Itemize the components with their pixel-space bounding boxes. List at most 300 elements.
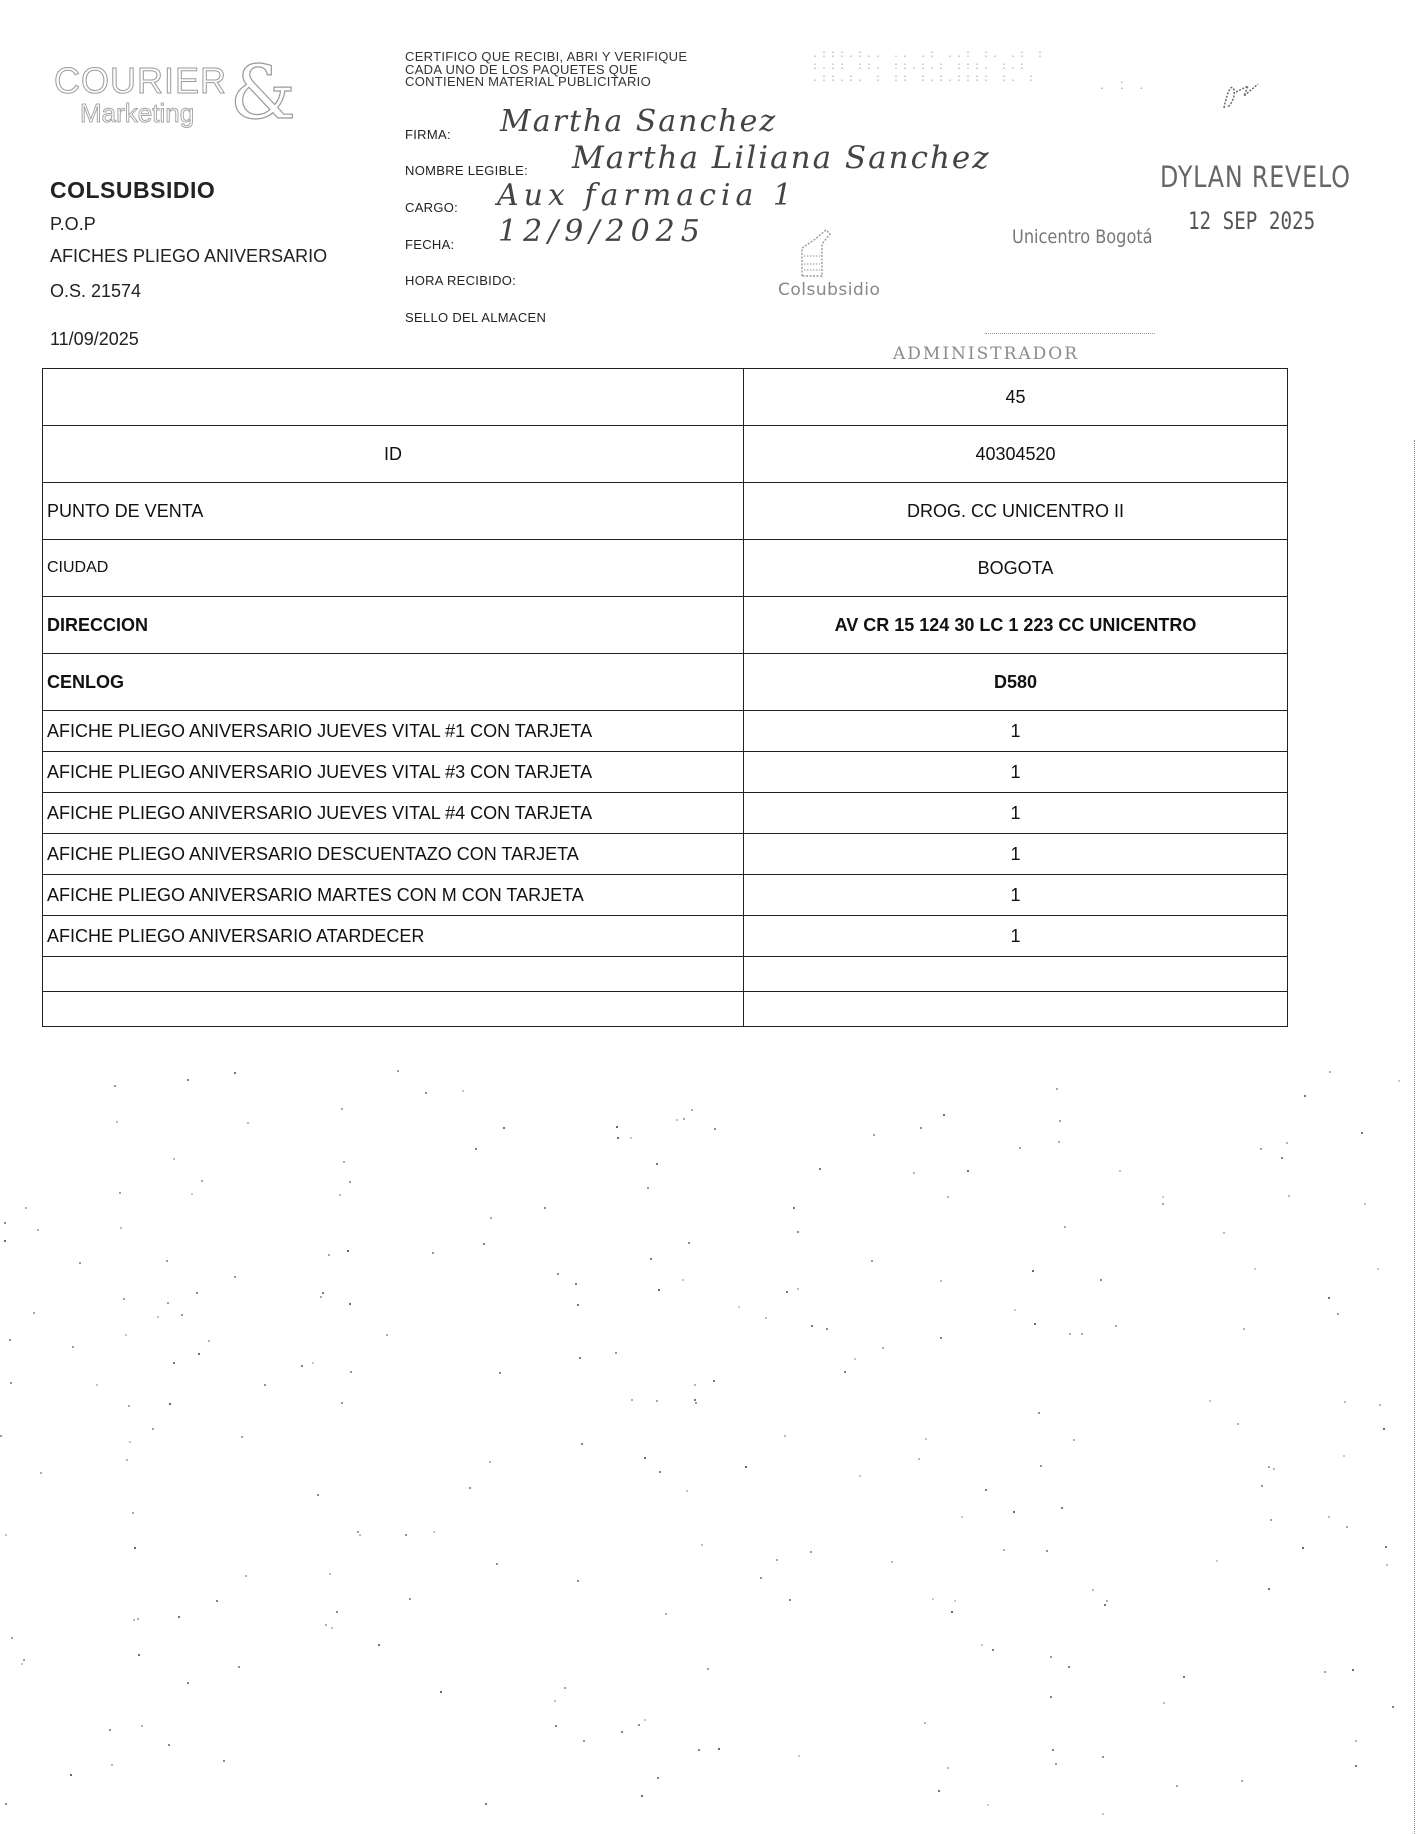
scan-speck [173, 1362, 175, 1364]
scan-speck [1162, 1196, 1164, 1198]
scan-speck [1355, 1740, 1357, 1742]
row-label: CIUDAD [43, 540, 744, 597]
scan-speck [1046, 1550, 1048, 1552]
scan-speck [469, 1487, 471, 1489]
scan-speck [405, 1534, 407, 1536]
scan-speck [1052, 1749, 1054, 1751]
scan-speck [123, 1298, 125, 1300]
scan-speck [638, 1724, 640, 1726]
scan-speck [738, 1306, 740, 1308]
scan-speck [981, 1644, 983, 1646]
description: AFICHES PLIEGO ANIVERSARIO [50, 246, 328, 266]
colsubsidio-stamp [778, 226, 898, 306]
scan-speck [718, 1748, 720, 1750]
scan-speck [544, 1207, 546, 1209]
scan-speck [1106, 1600, 1108, 1602]
scan-speck [1241, 1780, 1243, 1782]
scan-speck [694, 1384, 696, 1386]
scan-speck [359, 1534, 361, 1536]
scan-speck [1346, 1526, 1348, 1528]
scan-speck [9, 1339, 11, 1341]
scan-speck [691, 1109, 693, 1111]
scan-speck [947, 1196, 949, 1198]
scan-speck [187, 1079, 189, 1081]
scan-speck [264, 1384, 266, 1386]
scan-speck [713, 1380, 715, 1382]
table-row [43, 540, 1288, 597]
scan-speck [120, 1227, 122, 1229]
item-quantity: 1 [744, 916, 1288, 957]
colsubsidio-emblem-icon [796, 226, 836, 278]
statement-line: CERTIFICO QUE RECIBI, ABRI Y VERIFIQUE [405, 49, 688, 64]
scan-speck [1288, 1195, 1290, 1197]
item-name: AFICHE PLIEGO ANIVERSARIO ATARDECER [43, 916, 744, 957]
scan-speck [784, 1435, 786, 1437]
scan-speck [579, 1357, 581, 1359]
scan-speck [328, 1254, 330, 1256]
scan-speck [659, 1471, 661, 1473]
scan-speck [485, 1803, 487, 1805]
scan-speck [169, 1403, 171, 1405]
scan-speck [967, 1170, 969, 1172]
scan-speck [10, 1382, 12, 1384]
scan-speck [1081, 1333, 1083, 1335]
scan-speck [152, 1428, 154, 1430]
scan-speck [133, 1619, 135, 1621]
scan-speck [1163, 1702, 1165, 1704]
receiver-stamp-name: DYLAN REVELO [1160, 160, 1351, 194]
scan-speck [134, 1547, 136, 1549]
scan-speck [882, 1347, 884, 1349]
scan-speck [630, 1137, 632, 1139]
scan-speck [21, 1663, 23, 1665]
scan-speck [1304, 1095, 1306, 1097]
scan-speck [1286, 1142, 1288, 1144]
scan-speck [1377, 1268, 1379, 1270]
nombre-label: NOMBRE LEGIBLE: [405, 163, 528, 178]
scan-speck [1344, 1401, 1346, 1403]
scan-speck [357, 1531, 359, 1533]
item-quantity: 1 [744, 711, 1288, 752]
client-name: COLSUBSIDIO [50, 177, 216, 203]
scan-speck [683, 1118, 685, 1120]
scan-speck [961, 1516, 963, 1518]
scan-speck [343, 1161, 345, 1163]
scan-speck [496, 1563, 498, 1565]
scan-speck [336, 1611, 338, 1613]
scan-speck [1361, 1132, 1363, 1134]
scan-speck [658, 1289, 660, 1291]
scan-speck [25, 1207, 27, 1209]
scan-speck [483, 1243, 485, 1245]
scan-speck [1162, 1203, 1164, 1205]
scan-speck [793, 1207, 795, 1209]
scan-speck [72, 1346, 74, 1348]
scan-speck [198, 1353, 200, 1355]
scan-speck [320, 1296, 322, 1298]
scan-speck [1003, 1549, 1005, 1551]
table-row [43, 369, 1288, 426]
scan-speck [126, 1459, 128, 1461]
scan-speck [1176, 1785, 1178, 1787]
scan-speck [676, 1119, 678, 1121]
scan-speck [173, 1158, 175, 1160]
scan-speck [555, 1725, 557, 1727]
scan-speck [128, 1405, 130, 1407]
scan-speck [701, 1544, 703, 1546]
table-row [43, 426, 1288, 483]
scan-speck [349, 1181, 351, 1183]
category: P.O.P [50, 214, 96, 234]
row-value: 40304520 [744, 426, 1288, 483]
scan-speck [714, 1128, 716, 1130]
scan-speck [844, 1371, 846, 1373]
scan-speck [409, 1598, 411, 1600]
scan-speck [322, 1292, 324, 1294]
scan-speck [698, 1749, 700, 1751]
scan-speck [5, 1803, 7, 1805]
scan-speck [695, 1402, 697, 1404]
scan-speck [859, 1475, 861, 1477]
scan-speck [797, 1288, 799, 1290]
scan-speck [1364, 1203, 1366, 1205]
scan-speck [425, 1092, 427, 1094]
scan-speck [5, 1534, 7, 1536]
scan-speck [132, 1512, 134, 1514]
scan-speck [167, 1302, 169, 1304]
scan-speck [557, 1273, 559, 1275]
scan-speck [686, 1490, 688, 1492]
scan-speck [1329, 1071, 1331, 1073]
scan-speck [1040, 1465, 1042, 1467]
row-value: DROG. CC UNICENTRO II [744, 483, 1288, 540]
scan-speck [621, 1731, 623, 1733]
scan-speck [350, 1371, 352, 1373]
scan-speck [1343, 1455, 1345, 1457]
scan-speck [1038, 1412, 1040, 1414]
scan-speck [650, 1258, 652, 1260]
scan-speck [656, 1163, 658, 1165]
scan-edge-line [1414, 440, 1415, 1834]
scan-speck [617, 1137, 619, 1139]
scan-speck [682, 1279, 684, 1281]
scan-speck [913, 1172, 915, 1174]
scan-speck [554, 1700, 556, 1702]
scan-speck [0, 1435, 2, 1437]
scan-speck [114, 1085, 116, 1087]
table-row [43, 711, 1288, 752]
scan-speck [33, 1312, 35, 1314]
scan-speck [208, 1340, 210, 1342]
delivery-table [42, 368, 1288, 1027]
logo-sub-text: Marketing [80, 98, 195, 128]
item-name: AFICHE PLIEGO ANIVERSARIO DESCUENTAZO CON TARJETA [43, 834, 744, 875]
scan-speck [475, 1148, 477, 1150]
scan-speck [760, 1577, 762, 1579]
scan-speck [1068, 1666, 1070, 1668]
scan-speck [947, 1767, 949, 1769]
firma-label: FIRMA: [405, 127, 451, 142]
scan-speck [1032, 1270, 1034, 1272]
scan-speck [871, 1260, 873, 1262]
scan-speck [490, 1217, 492, 1219]
faint-stamp-texture: .:::.:.. .. .: ..: :. .: : :.:: ::. ::.:.: :::. :.: .::.:. : :: :.:.:::: :. : [812, 50, 1047, 85]
scan-speck [745, 1466, 747, 1468]
table-row [43, 752, 1288, 793]
scan-speck [1270, 1519, 1272, 1521]
scan-speck [397, 1070, 399, 1072]
scan-speck [776, 1559, 778, 1561]
scan-speck [938, 1790, 940, 1792]
row-label: ID [43, 426, 744, 483]
scan-speck [178, 1616, 180, 1618]
scan-speck [1064, 1226, 1066, 1228]
scan-speck [137, 1618, 139, 1620]
row-value [744, 992, 1288, 1027]
scan-speck [187, 1682, 189, 1684]
scan-speck [789, 1599, 791, 1601]
table-row [43, 834, 1288, 875]
courier-marketing-logo [20, 50, 296, 138]
scan-speck [1379, 1404, 1381, 1406]
table-row [43, 875, 1288, 916]
scan-speck [247, 1122, 249, 1124]
scan-speck [940, 1337, 942, 1339]
scan-speck [1119, 1170, 1121, 1172]
scan-speck [181, 1314, 183, 1316]
row-label [43, 957, 744, 992]
scan-speck [1223, 1232, 1225, 1234]
scan-speck [129, 1441, 131, 1443]
scan-speck [1281, 1157, 1283, 1159]
scan-speck [765, 1317, 767, 1319]
scan-speck [347, 1250, 349, 1252]
scan-speck [1073, 1439, 1075, 1441]
scan-speck [4, 1222, 6, 1224]
scan-speck [826, 1328, 828, 1330]
row-value: D580 [744, 654, 1288, 711]
scan-speck [499, 1372, 501, 1374]
item-quantity: 1 [744, 875, 1288, 916]
certification-statement [405, 51, 687, 89]
scan-speck [301, 1365, 303, 1367]
scan-speck [918, 1458, 920, 1460]
item-quantity: 1 [744, 793, 1288, 834]
scan-speck [1386, 1564, 1388, 1566]
scan-speck [1050, 1696, 1052, 1698]
scan-speck [581, 1443, 583, 1445]
scan-speck [925, 1438, 927, 1440]
scan-speck [1328, 1297, 1330, 1299]
scan-speck [810, 1551, 812, 1553]
scan-speck [157, 1316, 159, 1318]
store-stamp-text: Unicentro Bogotá [1012, 226, 1153, 248]
cargo-value: Aux farmacia 1 [497, 178, 798, 213]
scan-speck [615, 1352, 617, 1354]
scan-speck [1014, 1309, 1016, 1311]
scan-speck [1183, 1676, 1185, 1678]
scan-speck [1034, 1323, 1036, 1325]
scan-speck [694, 1399, 696, 1401]
row-label: CENLOG [43, 654, 744, 711]
scan-speck [1352, 1669, 1354, 1671]
scan-speck [665, 1613, 667, 1615]
scan-speck [1059, 1120, 1061, 1122]
scan-speck [1398, 1080, 1400, 1082]
scan-speck [1273, 1468, 1275, 1470]
scan-speck [1092, 1589, 1094, 1591]
logo-ampersand-icon: & [230, 50, 296, 136]
scan-speck [141, 1725, 143, 1727]
scan-speck [1100, 1279, 1102, 1281]
scan-speck [317, 1494, 319, 1496]
scan-speck [378, 1644, 380, 1646]
colsubsidio-stamp-text: Colsubsidio [778, 280, 881, 300]
scan-speck [688, 1242, 690, 1244]
scan-speck [312, 1362, 314, 1364]
scan-speck [1237, 1423, 1239, 1425]
scan-speck [1102, 1813, 1104, 1815]
table-row [43, 654, 1288, 711]
scan-speck [1069, 1333, 1071, 1335]
scan-speck [920, 1127, 922, 1129]
scan-speck [1268, 1466, 1270, 1468]
receiver-stamp-date: 12 SEP 2025 [1188, 207, 1316, 235]
scan-speck [168, 1744, 170, 1746]
nombre-value: Martha Liliana Sanchez [572, 140, 991, 176]
scan-speck [616, 1126, 618, 1128]
order-number: O.S. 21574 [50, 281, 142, 301]
row-value: BOGOTA [744, 540, 1288, 597]
scan-speck [1056, 1088, 1058, 1090]
scan-speck [992, 1649, 994, 1651]
hora-recibido-label: HORA RECIBIDO: [405, 273, 517, 288]
scan-speck [116, 1121, 118, 1123]
scan-speck [1104, 1604, 1106, 1606]
faint-marks: . : . [1100, 76, 1150, 92]
scan-speck [786, 1291, 788, 1293]
scan-speck [4, 1240, 6, 1242]
scan-speck [1013, 1511, 1015, 1513]
item-name: AFICHE PLIEGO ANIVERSARIO JUEVES VITAL #4 CON TARJETA [43, 793, 744, 834]
statement-line: CADA UNO DE LOS PAQUETES QUE [405, 61, 638, 77]
scan-speck [819, 1168, 821, 1170]
scan-speck [349, 1303, 351, 1305]
item-name: AFICHE PLIEGO ANIVERSARIO MARTES CON M CON TARJETA [43, 875, 744, 916]
scan-speck [341, 1108, 343, 1110]
row-value: AV CR 15 124 30 LC 1 223 CC UNICENTRO [744, 597, 1288, 654]
scan-speck [564, 1687, 566, 1689]
scan-speck [1385, 1546, 1387, 1548]
row-value: 45 [744, 369, 1288, 426]
scan-speck [1337, 1313, 1339, 1315]
scan-speck [1328, 1516, 1330, 1518]
scan-speck [1383, 1428, 1385, 1430]
scan-speck [1050, 1656, 1052, 1658]
table-row [43, 916, 1288, 957]
scan-speck [797, 1231, 799, 1233]
scan-speck [943, 1114, 945, 1116]
scan-speck [111, 1764, 113, 1766]
scan-speck [79, 1262, 81, 1264]
scan-speck [462, 1090, 464, 1092]
scan-speck [1392, 1706, 1394, 1708]
scan-speck [70, 1774, 72, 1776]
scan-speck [644, 1719, 646, 1721]
fecha-label: FECHA: [405, 237, 455, 252]
scan-speck [37, 1229, 39, 1231]
row-label: DIRECCION [43, 597, 744, 654]
scan-speck [873, 1134, 875, 1136]
scan-speck [191, 1193, 193, 1195]
scan-speck [854, 1358, 856, 1360]
scan-speck [325, 1624, 327, 1626]
scan-speck [577, 1580, 579, 1582]
scan-speck [1055, 1763, 1057, 1765]
scan-speck [234, 1072, 236, 1074]
scan-speck [575, 1283, 577, 1285]
scan-speck [1261, 1485, 1263, 1487]
scan-speck [341, 1402, 343, 1404]
scan-speck [798, 1755, 800, 1757]
scan-speck [811, 1325, 813, 1327]
scan-speck [23, 1659, 25, 1661]
scan-speck [656, 1400, 658, 1402]
scan-speck [631, 1399, 633, 1401]
item-name: AFICHE PLIEGO ANIVERSARIO JUEVES VITAL #3 CON TARJETA [43, 752, 744, 793]
scan-speck [924, 1722, 926, 1724]
table-row [43, 597, 1288, 654]
scan-speck [241, 1436, 243, 1438]
scan-speck [166, 1260, 168, 1262]
scan-speck [954, 1600, 956, 1602]
admin-stamp-role: ADMINISTRADOR [893, 344, 1080, 364]
table-row-empty [43, 992, 1288, 1027]
scan-speck [339, 1194, 341, 1196]
scan-speck [119, 1192, 121, 1194]
row-value [744, 957, 1288, 992]
document-date: 11/09/2025 [50, 329, 139, 349]
scan-speck [583, 1740, 585, 1742]
scan-speck [1102, 1756, 1104, 1758]
scan-speck [1302, 1547, 1304, 1549]
item-name: AFICHE PLIEGO ANIVERSARIO JUEVES VITAL #1 CON TARJETA [43, 711, 744, 752]
scan-speck [577, 1304, 579, 1306]
scan-speck [433, 1531, 435, 1533]
item-quantity: 1 [744, 834, 1288, 875]
item-quantity: 1 [744, 752, 1288, 793]
cargo-label: CARGO: [405, 200, 459, 215]
scan-speck [985, 1489, 987, 1491]
scan-speck [940, 1280, 942, 1282]
logo-main-text: COURIER [54, 60, 228, 101]
scan-speck [932, 1598, 934, 1600]
row-label [43, 992, 744, 1027]
scan-speck [125, 1334, 127, 1336]
fecha-value: 12/9/2025 [498, 214, 706, 249]
scan-speck [707, 1668, 709, 1670]
scan-speck [96, 1384, 98, 1386]
scan-speck [503, 1127, 505, 1129]
scan-speck [386, 1334, 388, 1336]
scan-speck [489, 1461, 491, 1463]
statement-line: CONTIENEN MATERIAL PUBLICITARIO [405, 74, 651, 89]
firma-signature: Martha Sanchez [500, 104, 778, 139]
scan-speck [1324, 1671, 1326, 1673]
scan-speck [644, 1457, 646, 1459]
scan-speck [657, 1777, 659, 1779]
scan-speck [641, 1795, 643, 1797]
